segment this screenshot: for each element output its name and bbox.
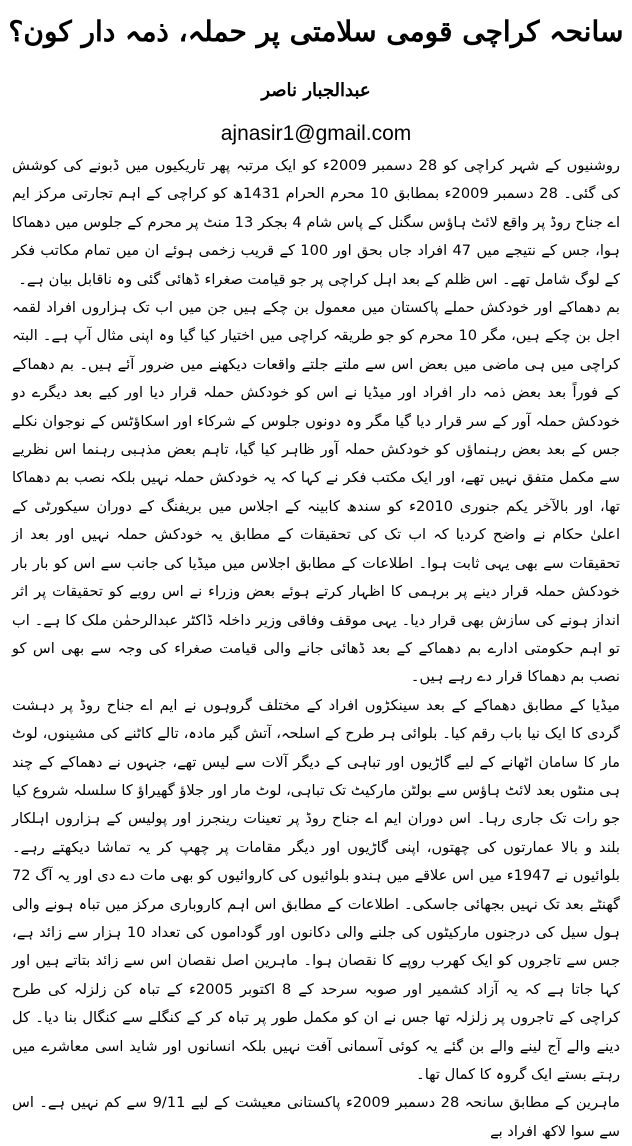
author-name: عبدالجبار ناصر bbox=[261, 80, 371, 101]
paragraph: ماہرین کے مطابق سانحہ 28 دسمبر 2009ء پاکستانی معیشت کے لیے 9/11 سے کم نہیں ہے۔ اس سے سوا لاکھ افراد بے bbox=[12, 1094, 620, 1140]
author-email: ajnasir1@gmail.com bbox=[220, 122, 412, 145]
paragraph: بم دھماکے اور خودکش حملے پاکستان میں معمول بن چکے ہیں جن میں اب تک ہزاروں افراد لقمہ اجل بن چکے ہیں، مگر 10 محرم کو جو طریقہ کراچی میں اختیار کیا گیا وہ اپنی مثال آپ ہے۔ البتہ کراچی میں ہی ماضی میں بعض اس سے ملتے جلتے واقعات دیکھنے میں ضرور آئے ہیں۔ بم دھماکے کے فوراً بعد بعض ذمہ دار افراد اور میڈیا نے اس کو خودکش حملہ قرار دیا اور کیے بعد دیگرے دو خودکش حملہ آور کے سر قرار دیا گیا مگر وہ دونوں جلوس کے شرکاء اور اسکاؤٹس کے نوجوان نکلے جس کے بعد بعض رہنماؤں کو خودکش حملہ آور ظاہر کیا گیا، تاہم بعض مذہبی رہنما اس نظریے سے مکمل متفق نہیں تھے، اور ایک مکتب فکر نے کہا کہ یہ خودکش حملہ نہیں بلکہ نصب بم دھماکا تھا، اور بالآخر یکم جنوری 2010ء کو سندھ کابینہ کے اجلاس میں بریفنگ کے دوران سیکورٹی کے اعلیٰ حکام نے واضح کردیا کہ اب تک کی تحقیقات کے مطابق یہ خودکش حملہ نہیں اور بعد از تحقیقات سے بھی یہی ثابت ہوا۔ اطلاعات کے مطابق اجلاس میں میڈیا کی جانب سے اس کو بار بار خودکش حملہ قرار دینے پر برہمی کا اظہار کرتے ہوئے بعض وزراء نے اس رویے کو تحقیقات پر اثر انداز ہونے کی سازش بھی قرار دیا۔ یہی موقف وفاقی وزیر داخلہ ڈاکٹر عبدالرحمٰن ملک کا ہے۔ اب تو اہم حکومتی ادارے بم دھماکے کے بعد ڈھائی جانے والی قیامت صغراء کی وجہ سے بھی اس کو نصب بم دھماکا قرار دے رہے ہیں۔ bbox=[12, 299, 620, 686]
paragraph: میڈیا کے مطابق دھماکے کے بعد سینکڑوں افراد کے مختلف گروہوں نے ایم اے جناح روڈ پر دہشت گردی کا ایک نیا باب رقم کیا۔ بلوائی ہر طرح کے اسلحہ، آتش گیر مادہ، تالے کاٹنے کی مشینوں، لوٹ مار کا سامان اٹھانے کے لیے گاڑیوں اور تباہی کے دیگر آلات سے لیس تھے، جنہوں نے دھماکے کے چند ہی منٹوں بعد لائٹ ہاؤس سے بولٹن مارکیٹ تک تباہی، لوٹ مار اور جلاؤ گھیراؤ کا سلسلہ شروع کیا جو رات تک جاری رہا۔ اس دوران ایم اے جناح روڈ پر تعینات رینجرز اور پولیس کے ہزاروں اہلکار بلند و بالا عمارتوں کی چھتوں، اپنی گاڑیوں اور دیگر مقامات پر چھپ کر یہ تماشا دیکھتے رہے۔ بلوائیوں نے 1947ء میں اس علاقے میں ہندو بلوائیوں کی کاروائیوں کو بھی مات دے دی اور یہ آگ 72 گھنٹے بعد تک نہیں بجھائی جاسکی۔ اطلاعات کے مطابق اس اہم کاروباری مرکز میں تباہ ہونے والی ہول سیل کی درجنوں مارکیٹوں کی جلنے والی دکانوں اور گوداموں کی تعداد 10 ہزار سے زائد ہے، جس سے تاجروں کو ایک کھرب روپے کا نقصان ہوا۔ ماہرین اصل نقصان اس سے زائد بتاتے ہیں اور کہا جاتا ہے کہ یہ آزاد کشمیر اور صوبہ سرحد کے 8 اکتوبر 2005ء کے تباہ کن زلزلہ کی طرح کراچی کے تاجروں پر زلزلہ تھا جس نے ان کو مکمل طور پر تباہ کر کے کنگلے سے کنگال بنا دیا۔ کل دینے والے آج لینے والے بن گئے یہ کوئی آسمانی آفت نہیں بلکہ انسانوں اور شاید اسی معاشرے میں رہتے بستے ایک گروہ کا کمال تھا۔ bbox=[12, 696, 620, 1083]
article-body bbox=[12, 152, 620, 1140]
article-title: سانحہ کراچی قومی سلامتی پر حملہ، ذمہ دار کون؟ bbox=[8, 15, 624, 48]
paragraph: روشنیوں کے شہر کراچی کو 28 دسمبر 2009ء کو ایک مرتبہ پھر تاریکیوں میں ڈبونے کی کوشش کی گئی۔ 28 دسمبر 2009ء بمطابق 10 محرم الحرام 1431ھ کو کراچی کے اہم تجارتی مرکز ایم اے جناح روڈ پر واقع لائٹ ہاؤس سگنل کے پاس شام 4 بجکر 13 منٹ پر محرم کے جلوس میں دھماکا ہوا، جس کے نتیجے میں 47 افراد جاں بحق اور 100 کے قریب زخمی ہوئے ان میں تمام مکاتب فکر کے لوگ شامل تھے۔ اس ظلم کے بعد اہل کراچی پر جو قیامت صغراء ڈھائی گئی وہ ناقابل بیان ہے۔ bbox=[12, 157, 620, 288]
